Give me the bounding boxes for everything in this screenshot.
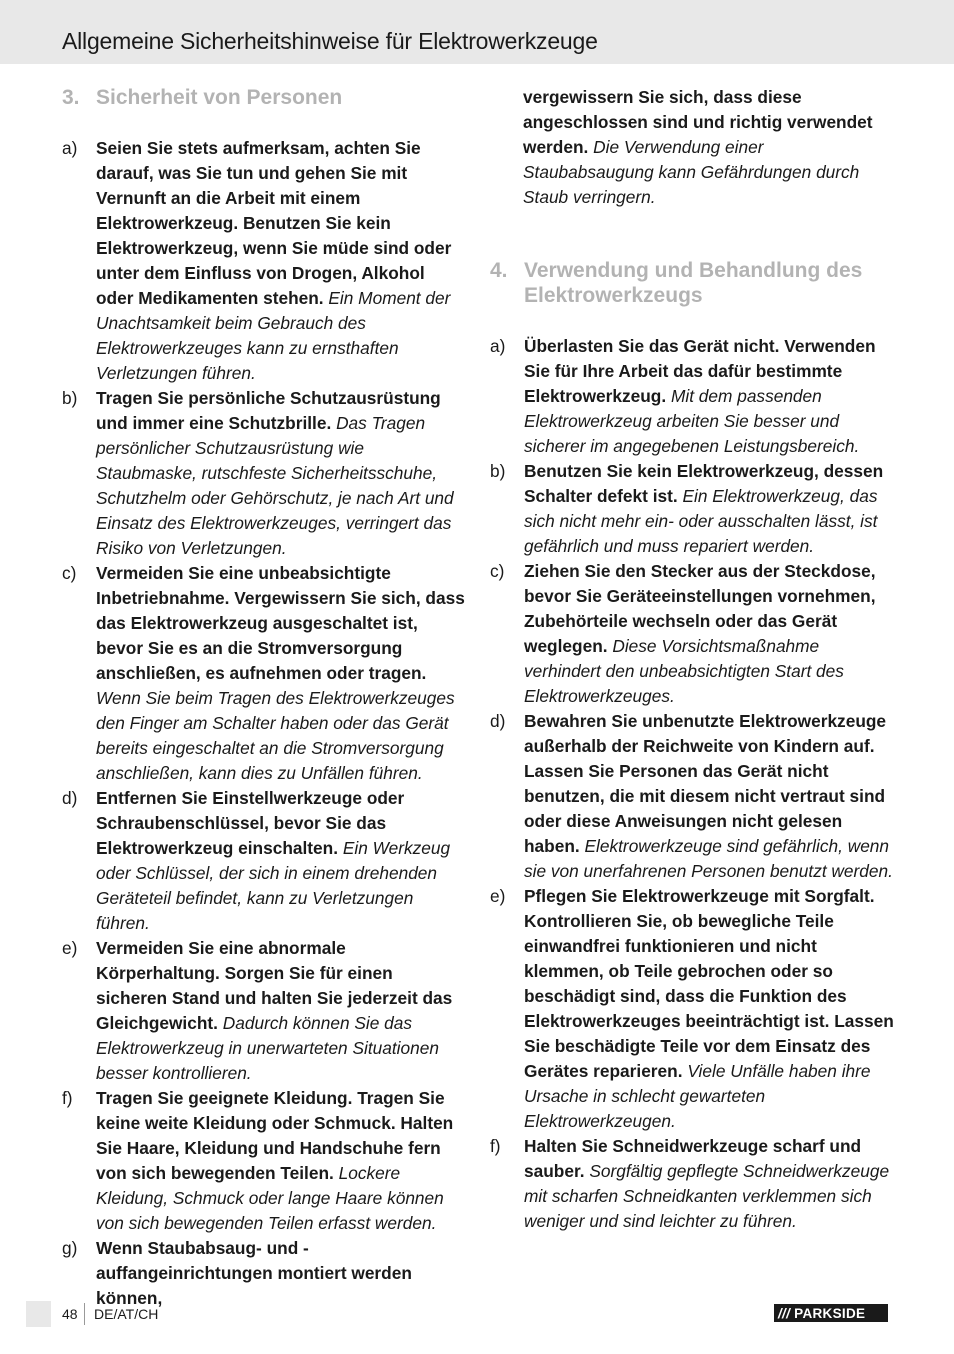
item-italic-text: Elektrowerkzeuge sind gefährlich, wenn sie von unerfahrenen Personen benutzt werden. — [524, 836, 893, 881]
item-italic-text: Dadurch können Sie das Elektrowerkzeug in unerwarteten Situationen besser kontrollieren. — [96, 1013, 439, 1083]
item-letter: b) — [490, 461, 506, 481]
item-bold-text: Ziehen Sie den Stecker aus der Steckdose, bevor Sie Geräteeinstellungen vornehmen, Zubehörteile wechseln oder das Gerät weglegen. — [524, 561, 876, 656]
parkside-logo — [774, 1304, 888, 1322]
page-title: Allgemeine Sicherheitshinweise für Elektrowerkzeuge — [62, 28, 598, 54]
section-4-heading: Verwendung und Behandlung des Elektrowerkzeugs — [524, 259, 863, 307]
item-bold-text: Entfernen Sie Einstellwerkzeuge oder Schraubenschlüssel, bevor Sie das Elektrowerkzeug einschalten. — [96, 788, 405, 858]
list-item — [490, 1134, 894, 1234]
item-bold-text: Vermeiden Sie eine unbeabsichtigte Inbetriebnahme. Vergewissern Sie sich, dass das Elektrowerkzeug ausgeschaltet ist, bevor Sie es an die Stromversorgung anschließen, es aufnehmen oder tragen. — [96, 563, 465, 683]
list-item — [490, 459, 894, 559]
item-letter: d) — [490, 711, 506, 731]
item-italic-text: Viele Unfälle haben ihre Ursache in schlecht gewarteten Elektrowerkzeugen. — [524, 1061, 871, 1131]
item-bold-text: Pflegen Sie Elektrowerkzeuge mit Sorgfalt. Kontrollieren Sie, ob bewegliche Teile einwandfrei funktionieren und nicht klemmen, ob Teile gebrochen oder so beschädigt sind, dass die Funktion des Elektrowerkzeuges beeinträchtigt ist. Lassen Sie beschädigte Teile vor dem Einsatz des Gerätes reparieren. — [524, 886, 894, 1081]
item-italic-text: Ein Werkzeug oder Schlüssel, der sich in einem drehenden Geräteteil befindet, kann zu Verletzungen führen. — [96, 838, 451, 933]
list-item — [62, 936, 466, 1086]
item-italic-text: Diese Vorsichtsmaßnahme verhindert den unbeabsichtigten Start des Elektrowerkzeuges. — [524, 636, 844, 706]
continuation-bold-text: vergewissern Sie sich, dass diese angeschlossen sind und richtig verwendet werden. — [523, 87, 873, 157]
list-item — [490, 709, 894, 884]
section-4-title — [490, 258, 894, 308]
list-item — [490, 334, 894, 459]
left-column — [62, 85, 466, 1311]
item-letter: d) — [62, 788, 78, 808]
page-number: 48 — [62, 1306, 78, 1322]
list-item — [62, 1086, 466, 1236]
item-bold-text: Vermeiden Sie eine abnormale Körperhaltung. Sorgen Sie für einen sicheren Stand und halten Sie jederzeit das Gleichgewicht. — [96, 938, 453, 1033]
item-letter: g) — [62, 1238, 78, 1258]
list-item — [62, 786, 466, 936]
item-bold-text: Seien Sie stets aufmerksam, achten Sie darauf, was Sie tun und gehen Sie mit Vernunft an die Arbeit mit einem Elektrowerkzeug. Benutzen Sie kein Elektrowerkzeug, wenn Sie müde sind oder unter dem Einfluss von Drogen, Alkohol oder Medikamenten stehen. — [96, 138, 452, 308]
item-letter: c) — [62, 563, 77, 583]
item-italic-text: Ein Elektrowerkzeug, das sich nicht mehr ein- oder ausschalten lässt, ist gefährlich und muss repariert werden. — [524, 486, 878, 556]
item-letter: e) — [490, 886, 506, 906]
item-bold-text: Benutzen Sie kein Elektrowerkzeug, dessen Schalter defekt ist. — [524, 461, 884, 506]
item-italic-text: Das Tragen persönlicher Schutzausrüstung wie Staubmaske, rutschfeste Sicherheitsschuhe, Schutzhelm oder Gehörschutz, je nach Art und Einsatz des Elektrowerkzeuges, verringert das Risiko von Verletzungen. — [96, 413, 454, 558]
list-item — [62, 386, 466, 561]
list-item — [62, 561, 466, 786]
footer-language: DE/AT/CH — [94, 1306, 159, 1322]
item-letter: e) — [62, 938, 78, 958]
item-letter: a) — [62, 138, 78, 158]
item-bold-text: Überlasten Sie das Gerät nicht. Verwenden Sie für Ihre Arbeit das dafür bestimmte Elektrowerkzeug. — [524, 336, 876, 406]
item-bold-text: Tragen Sie persönliche Schutzausrüstung und immer eine Schutzbrille. — [96, 388, 441, 433]
list-item — [62, 1236, 466, 1311]
item-bold-text: Bewahren Sie unbenutzte Elektrowerkzeuge außerhalb der Reichweite von Kindern auf. Lassen Sie Personen das Gerät nicht benutzen, die mit diesem nicht vertraut sind oder diese Anweisungen nicht gelesen haben. — [524, 711, 887, 856]
section-3-heading: Sicherheit von Personen — [96, 86, 343, 109]
item-italic-text: Ein Moment der Unachtsamkeit beim Gebrauch des Elektrowerkzeuges kann zu ernsthaften Verletzungen führen. — [96, 288, 451, 383]
section-4-number: 4. — [490, 259, 508, 282]
logo-stripes: /// — [778, 1305, 791, 1321]
item-letter: f) — [490, 1136, 501, 1156]
item-letter: f) — [62, 1088, 73, 1108]
item-letter: c) — [490, 561, 505, 581]
item-italic-text: Lockere Kleidung, Schmuck oder lange Haare können von sich bewegenden Teilen erfasst werden. — [96, 1163, 444, 1233]
list-item — [490, 884, 894, 1134]
item-italic-text: Wenn Sie beim Tragen des Elektrowerkzeuges den Finger am Schalter haben oder das Gerät bereits eingeschaltet an die Stromversorgung anschließen, kann dies zu Unfällen führen. — [96, 688, 455, 783]
item-italic-text: Sorgfältig gepflegte Schneidwerkzeuge mit scharfen Schneidkanten verklemmen sich weniger und sind leichter zu führen. — [524, 1161, 890, 1231]
item-bold-text: Halten Sie Schneidwerkzeuge scharf und sauber. — [524, 1136, 862, 1181]
list-item — [490, 559, 894, 709]
list-item — [62, 136, 466, 386]
item-bold-text: Tragen Sie geeignete Kleidung. Tragen Sie keine weite Kleidung oder Schmuck. Halten Sie Haare, Kleidung und Handschuhe fern von sich bewegenden Teilen. — [96, 1088, 454, 1183]
section-3-number: 3. — [62, 86, 80, 109]
item-bold-text: Wenn Staubabsaug- und -auffangeinrichtungen montiert werden können, — [96, 1238, 412, 1308]
right-column — [490, 85, 894, 1234]
continuation-text — [490, 85, 894, 210]
continuation-italic-text: Die Verwendung einer Staubabsaugung kann Gefährdungen durch Staub verringern. — [523, 137, 860, 207]
page-header — [0, 0, 954, 64]
item-letter: a) — [490, 336, 506, 356]
footer-tab — [26, 1301, 51, 1327]
item-italic-text: Mit dem passenden Elektrowerkzeug arbeiten Sie besser und sicherer im angegebenen Leistungsbereich. — [524, 386, 860, 456]
item-letter: b) — [62, 388, 78, 408]
section-3-title — [62, 85, 466, 110]
footer-divider — [84, 1303, 85, 1325]
logo-text: PARKSIDE — [794, 1305, 866, 1321]
